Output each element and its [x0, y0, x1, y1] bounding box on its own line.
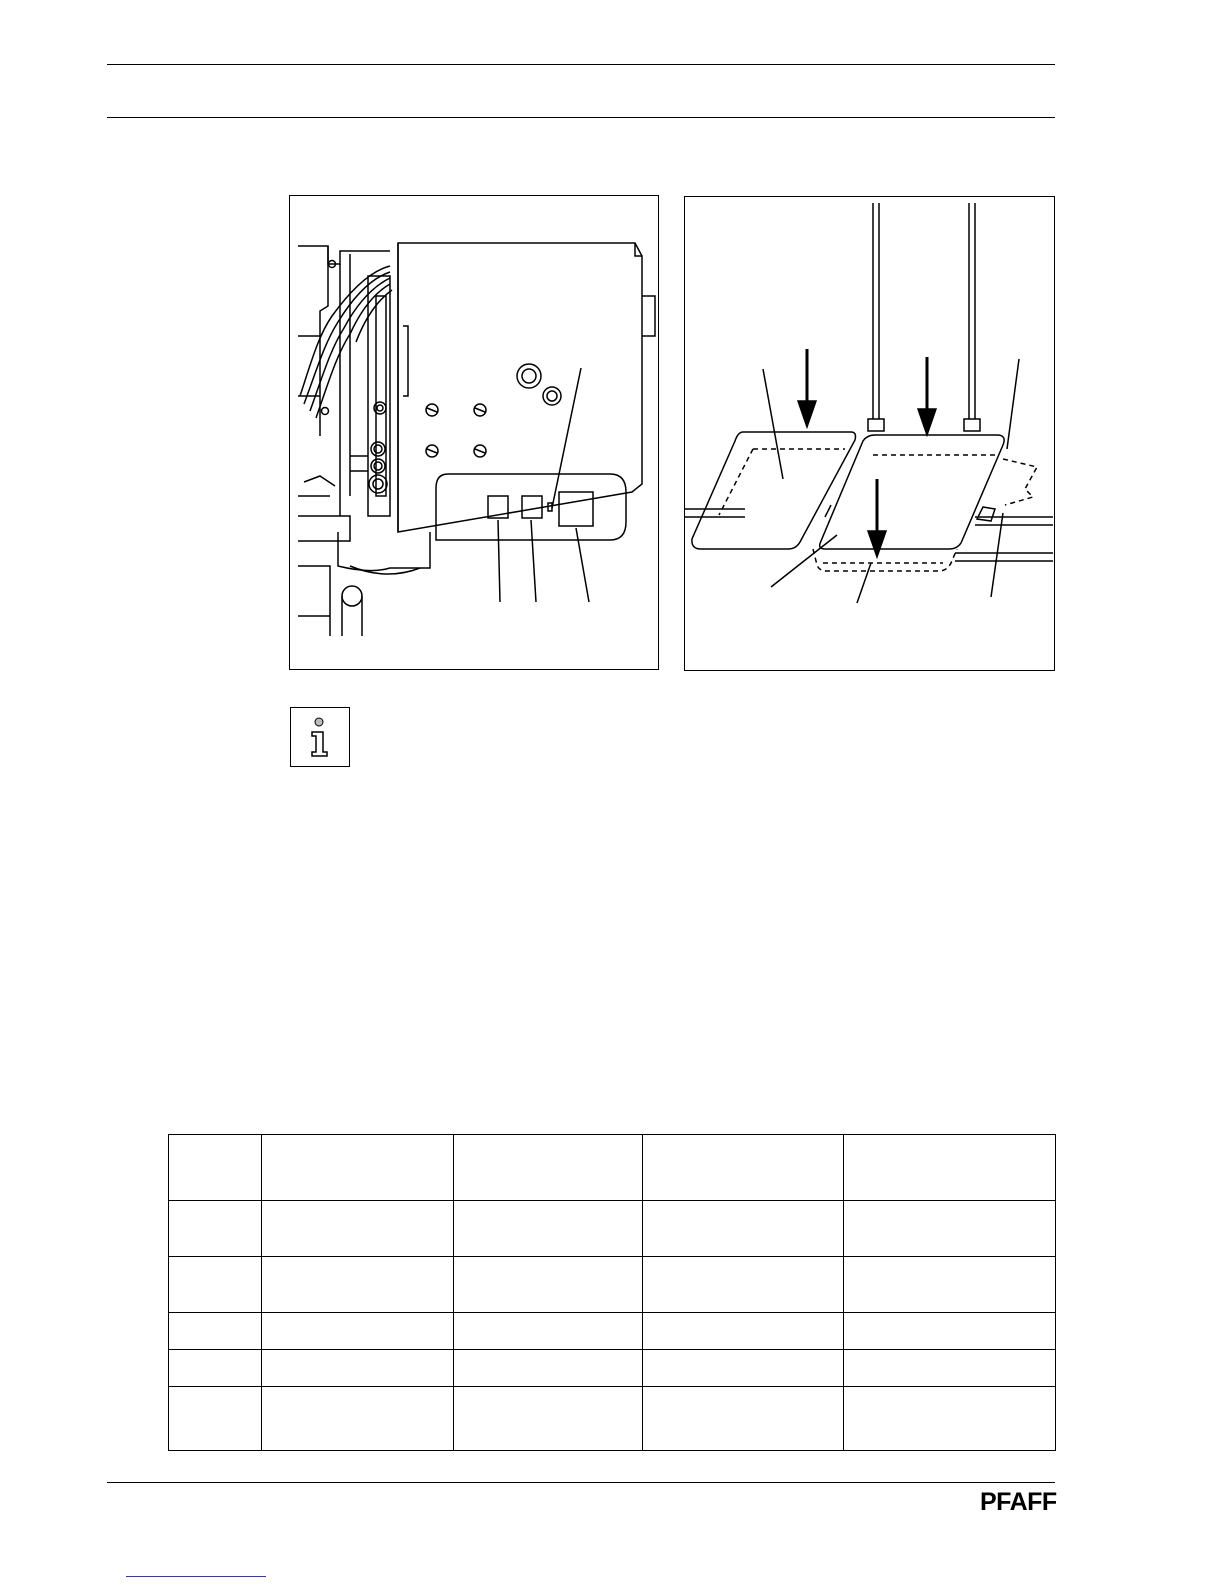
table-cell	[643, 1350, 844, 1387]
table-row	[169, 1257, 1056, 1313]
table-cell	[454, 1257, 643, 1313]
table-row	[169, 1350, 1056, 1387]
table-cell	[844, 1201, 1056, 1257]
table-cell	[643, 1257, 844, 1313]
bottom-link-underline[interactable]	[126, 1576, 266, 1577]
pfaff-logo: PFAFF	[980, 1488, 1057, 1516]
table-cell	[262, 1257, 454, 1313]
table-cell	[454, 1201, 643, 1257]
table-cell	[643, 1135, 844, 1201]
table-row	[169, 1387, 1056, 1451]
table-cell	[169, 1387, 262, 1451]
table-cell	[454, 1350, 643, 1387]
table-row	[169, 1201, 1056, 1257]
table-cell	[169, 1257, 262, 1313]
table-cell	[262, 1313, 454, 1350]
table-cell	[844, 1257, 1056, 1313]
table-cell	[454, 1387, 643, 1451]
table-row	[169, 1135, 1056, 1201]
table-cell	[262, 1135, 454, 1201]
table-cell	[643, 1387, 844, 1451]
table-cell	[262, 1350, 454, 1387]
spec-table	[168, 1134, 1056, 1451]
control-panel-figure	[289, 195, 659, 670]
table-cell	[454, 1313, 643, 1350]
header-bottom-rule	[107, 117, 1055, 118]
pedal-figure	[684, 196, 1055, 671]
table-cell	[844, 1135, 1056, 1201]
info-icon	[291, 708, 348, 765]
table-cell	[262, 1201, 454, 1257]
table-cell	[844, 1387, 1056, 1451]
table-cell	[262, 1387, 454, 1451]
info-notice-box	[290, 707, 350, 767]
table-cell	[844, 1350, 1056, 1387]
table-cell	[169, 1135, 262, 1201]
footer-rule	[107, 1482, 1055, 1483]
table-cell	[844, 1313, 1056, 1350]
table-cell	[643, 1201, 844, 1257]
table-row	[169, 1313, 1056, 1350]
table-cell	[169, 1350, 262, 1387]
table-cell	[169, 1313, 262, 1350]
table-cell	[643, 1313, 844, 1350]
table-cell	[454, 1135, 643, 1201]
table-cell	[169, 1201, 262, 1257]
header-top-rule	[107, 64, 1055, 65]
